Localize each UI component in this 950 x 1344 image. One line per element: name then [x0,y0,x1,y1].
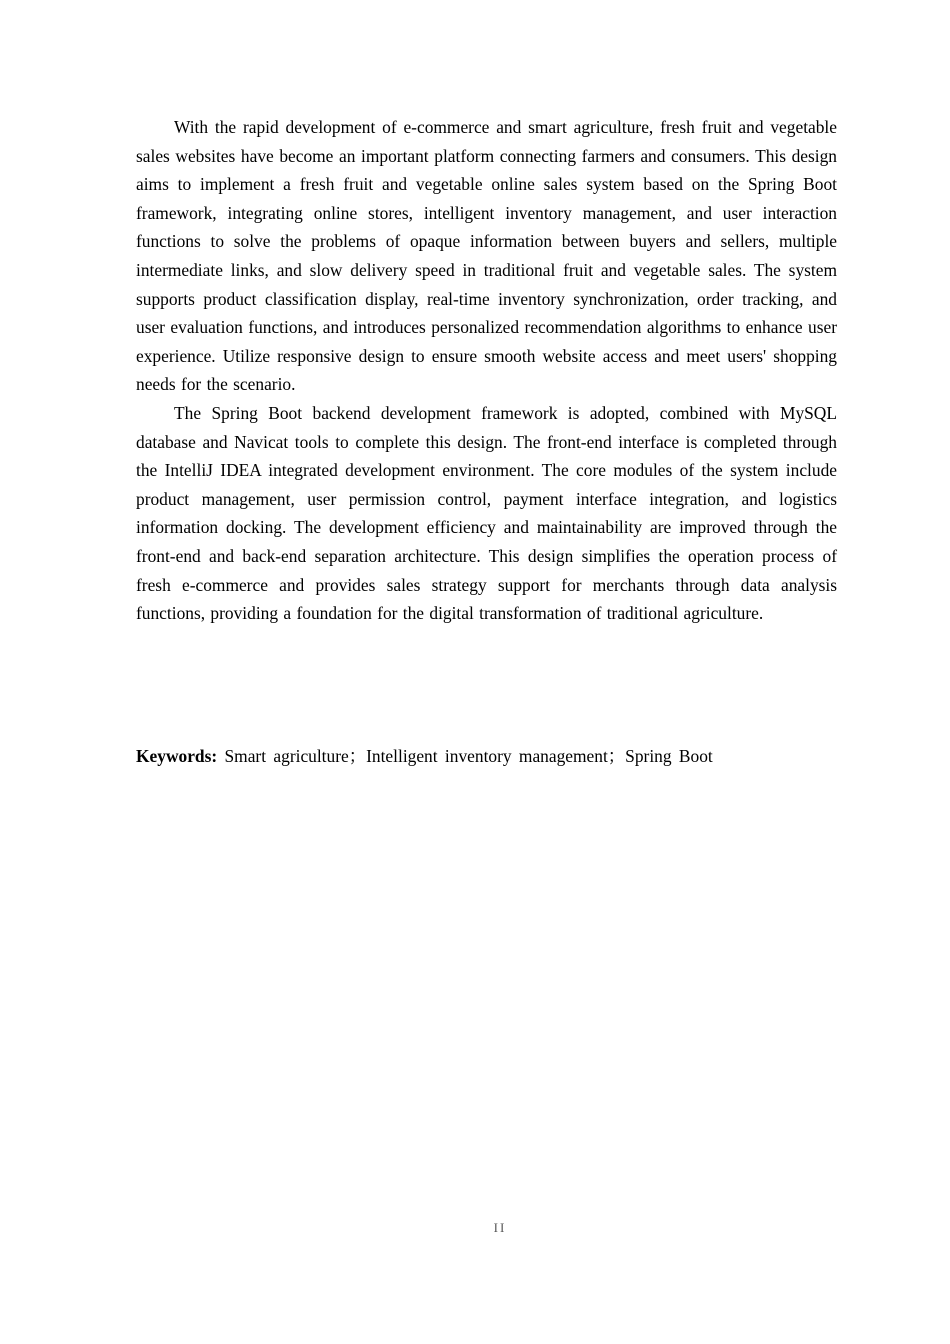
page-number: II [493,1220,507,1235]
abstract-paragraph-1: With the rapid development of e-commerce and smart agriculture, fresh fruit and vegetable sales websites have become an important platform connecting farmers and consumers. This design aims to implement a fresh fruit and vegetable online sales system based on the Spring Boot framework, integrating online stores, intelligent inventory management, and user interaction functions to solve the problems of opaque information between buyers and sellers, multiple intermediate links, and slow delivery speed in traditional fruit and vegetable sales. The system supports product classification display, real-time inventory synchronization, order tracking, and user evaluation functions, and introduces personalized recommendation algorithms to enhance user experience. Utilize responsive design to ensure smooth website access and meet users' shopping needs for the scenario. [136,117,837,395]
abstract-paragraph-2: The Spring Boot backend development framework is adopted, combined with MySQL database and Navicat tools to complete this design. The front-end interface is completed through the IntelliJ IDEA integrated development environment. The core modules of the system include product management, user permission control, payment interface integration, and logistics information docking. The development efficiency and maintainability are improved through the front-end and back-end separation architecture. This design simplifies the operation process of fresh e-commerce and provides sales strategy support for merchants through data analysis functions, providing a foundation for the digital transformation of traditional agriculture. [136,402,837,624]
keywords-line [136,742,837,771]
keywords-label: Keywords: [136,746,218,766]
keywords-text: Smart agriculture；Intelligent inventory management；Spring Boot [224,746,713,766]
abstract-body [136,113,837,628]
